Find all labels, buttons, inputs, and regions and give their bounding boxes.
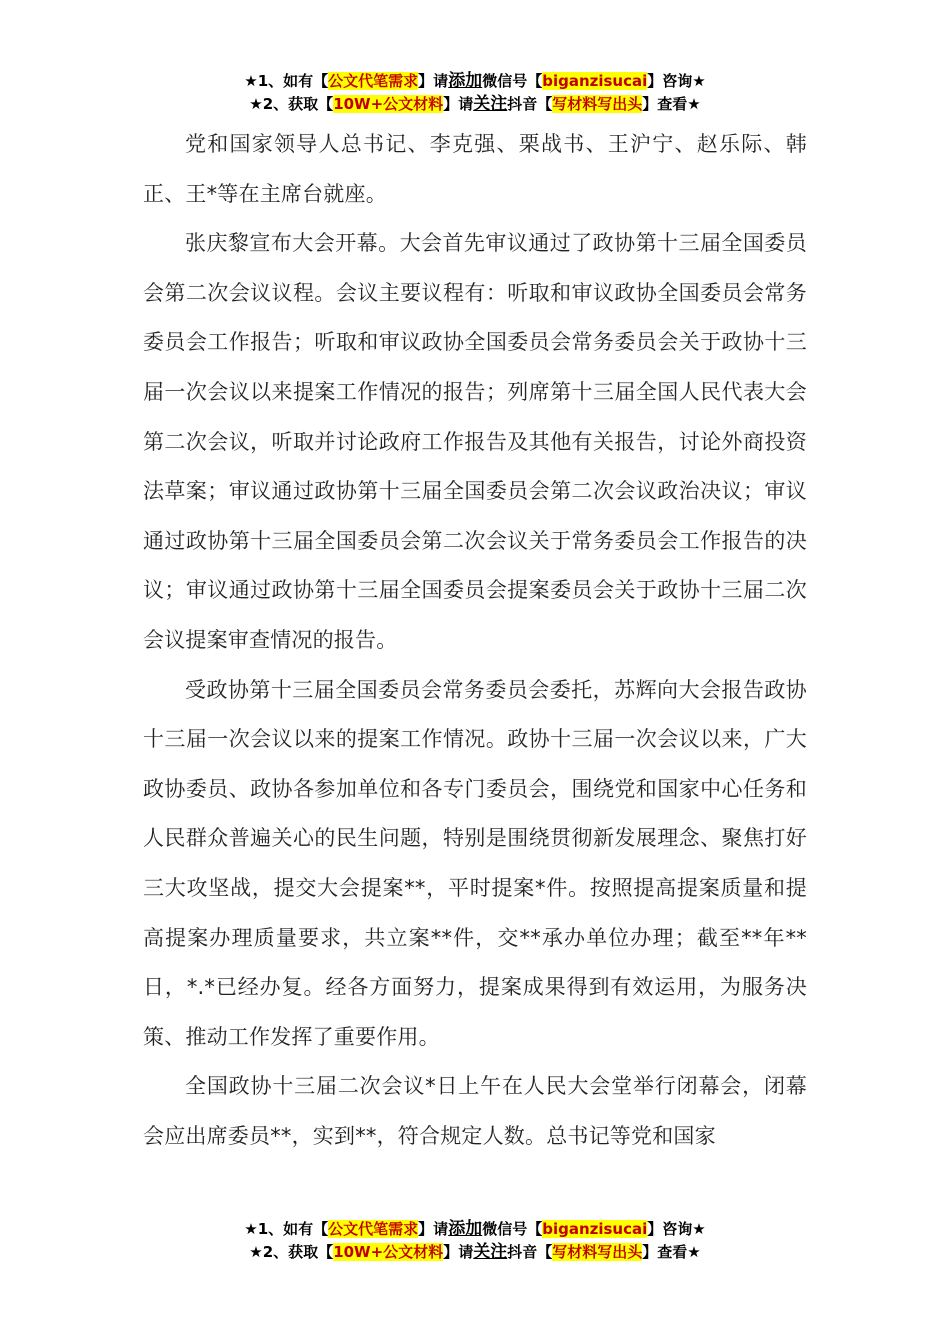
promo-banner-bottom — [0, 1218, 950, 1264]
promo-emphasis: 关注 — [473, 94, 508, 114]
promo-banner-top — [0, 70, 950, 116]
promo-text: 】请 — [418, 72, 449, 90]
promo-text: ★2、获取【 — [249, 95, 334, 113]
promo-highlight: biganzisucai — [542, 1220, 648, 1238]
promo-highlight: 10W+公文材料 — [333, 95, 444, 113]
promo-text: 抖音【 — [507, 1243, 553, 1261]
promo-highlight: 写材料写出头 — [552, 1243, 643, 1261]
promo-text: 】咨询★ — [647, 72, 706, 90]
promo-text: 】请 — [443, 95, 474, 113]
promo-line-2 — [0, 1241, 950, 1264]
paragraph: 全国政协十三届二次会议*日上午在人民大会堂举行闭幕会，闭幕会应出席委员**，实到**，符合规定人数。总书记等党和国家 — [143, 1074, 807, 1148]
paragraph: 党和国家领导人总书记、李克强、栗战书、王沪宁、赵乐际、韩正、王*等在主席台就座。 — [143, 132, 807, 206]
promo-text: 】咨询★ — [647, 1220, 706, 1238]
promo-highlight: 公文代笔需求 — [328, 1220, 419, 1238]
promo-text: 】查看★ — [642, 1243, 701, 1261]
promo-text: 抖音【 — [507, 95, 553, 113]
document-body — [143, 120, 807, 1161]
promo-emphasis: 关注 — [473, 1242, 508, 1262]
promo-highlight: 公文代笔需求 — [328, 72, 419, 90]
promo-emphasis: 添加 — [448, 71, 483, 91]
promo-text: 】请 — [443, 1243, 474, 1261]
promo-line-1 — [0, 1218, 950, 1241]
promo-text: ★1、如有【 — [244, 72, 329, 90]
promo-highlight: 10W+公文材料 — [333, 1243, 444, 1261]
promo-text: 微信号【 — [482, 72, 543, 90]
promo-text: 】请 — [418, 1220, 449, 1238]
paragraph: 张庆黎宣布大会开幕。大会首先审议通过了政协第十三届全国委员会第二次会议议程。会议主要议程有：听取和审议政协全国委员会常务委员会工作报告；听取和审议政协全国委员会常务委员会关于政协十三届一次会议以来提案工作情况的报告；列席第十三届全国人民代表大会第二次会议，听取并讨论政府工作报告及其他有关报告，讨论外商投资法草案；审议通过政协第十三届全国委员会第二次会议政治决议；审议通过政协第十三届全国委员会第二次会议关于常务委员会工作报告的决议；审议通过政协第十三届全国委员会提案委员会关于政协十三届二次会议提案审查情况的报告。 — [143, 231, 807, 652]
promo-highlight: biganzisucai — [542, 72, 648, 90]
paragraph: 受政协第十三届全国委员会常务委员会委托，苏辉向大会报告政协十三届一次会议以来的提案工作情况。政协十三届一次会议以来，广大政协委员、政协各参加单位和各专门委员会，围绕党和国家中心任务和人民群众普遍关心的民生问题，特别是围绕贯彻新发展理念、聚焦打好三大攻坚战，提交大会提案**，平时提案*件。按照提高提案质量和提高提案办理质量要求，共立案**件，交**承办单位办理；截至**年**日，*.*已经办复。经各方面努力，提案成果得到有效运用，为服务决策、推动工作发挥了重要作用。 — [143, 677, 807, 1049]
promo-highlight: 写材料写出头 — [552, 95, 643, 113]
promo-text: ★2、获取【 — [249, 1243, 334, 1261]
promo-line-2 — [0, 93, 950, 116]
promo-line-1 — [0, 70, 950, 93]
promo-emphasis: 添加 — [448, 1219, 483, 1239]
promo-text: ★1、如有【 — [244, 1220, 329, 1238]
promo-text: 微信号【 — [482, 1220, 543, 1238]
promo-text: 】查看★ — [642, 95, 701, 113]
